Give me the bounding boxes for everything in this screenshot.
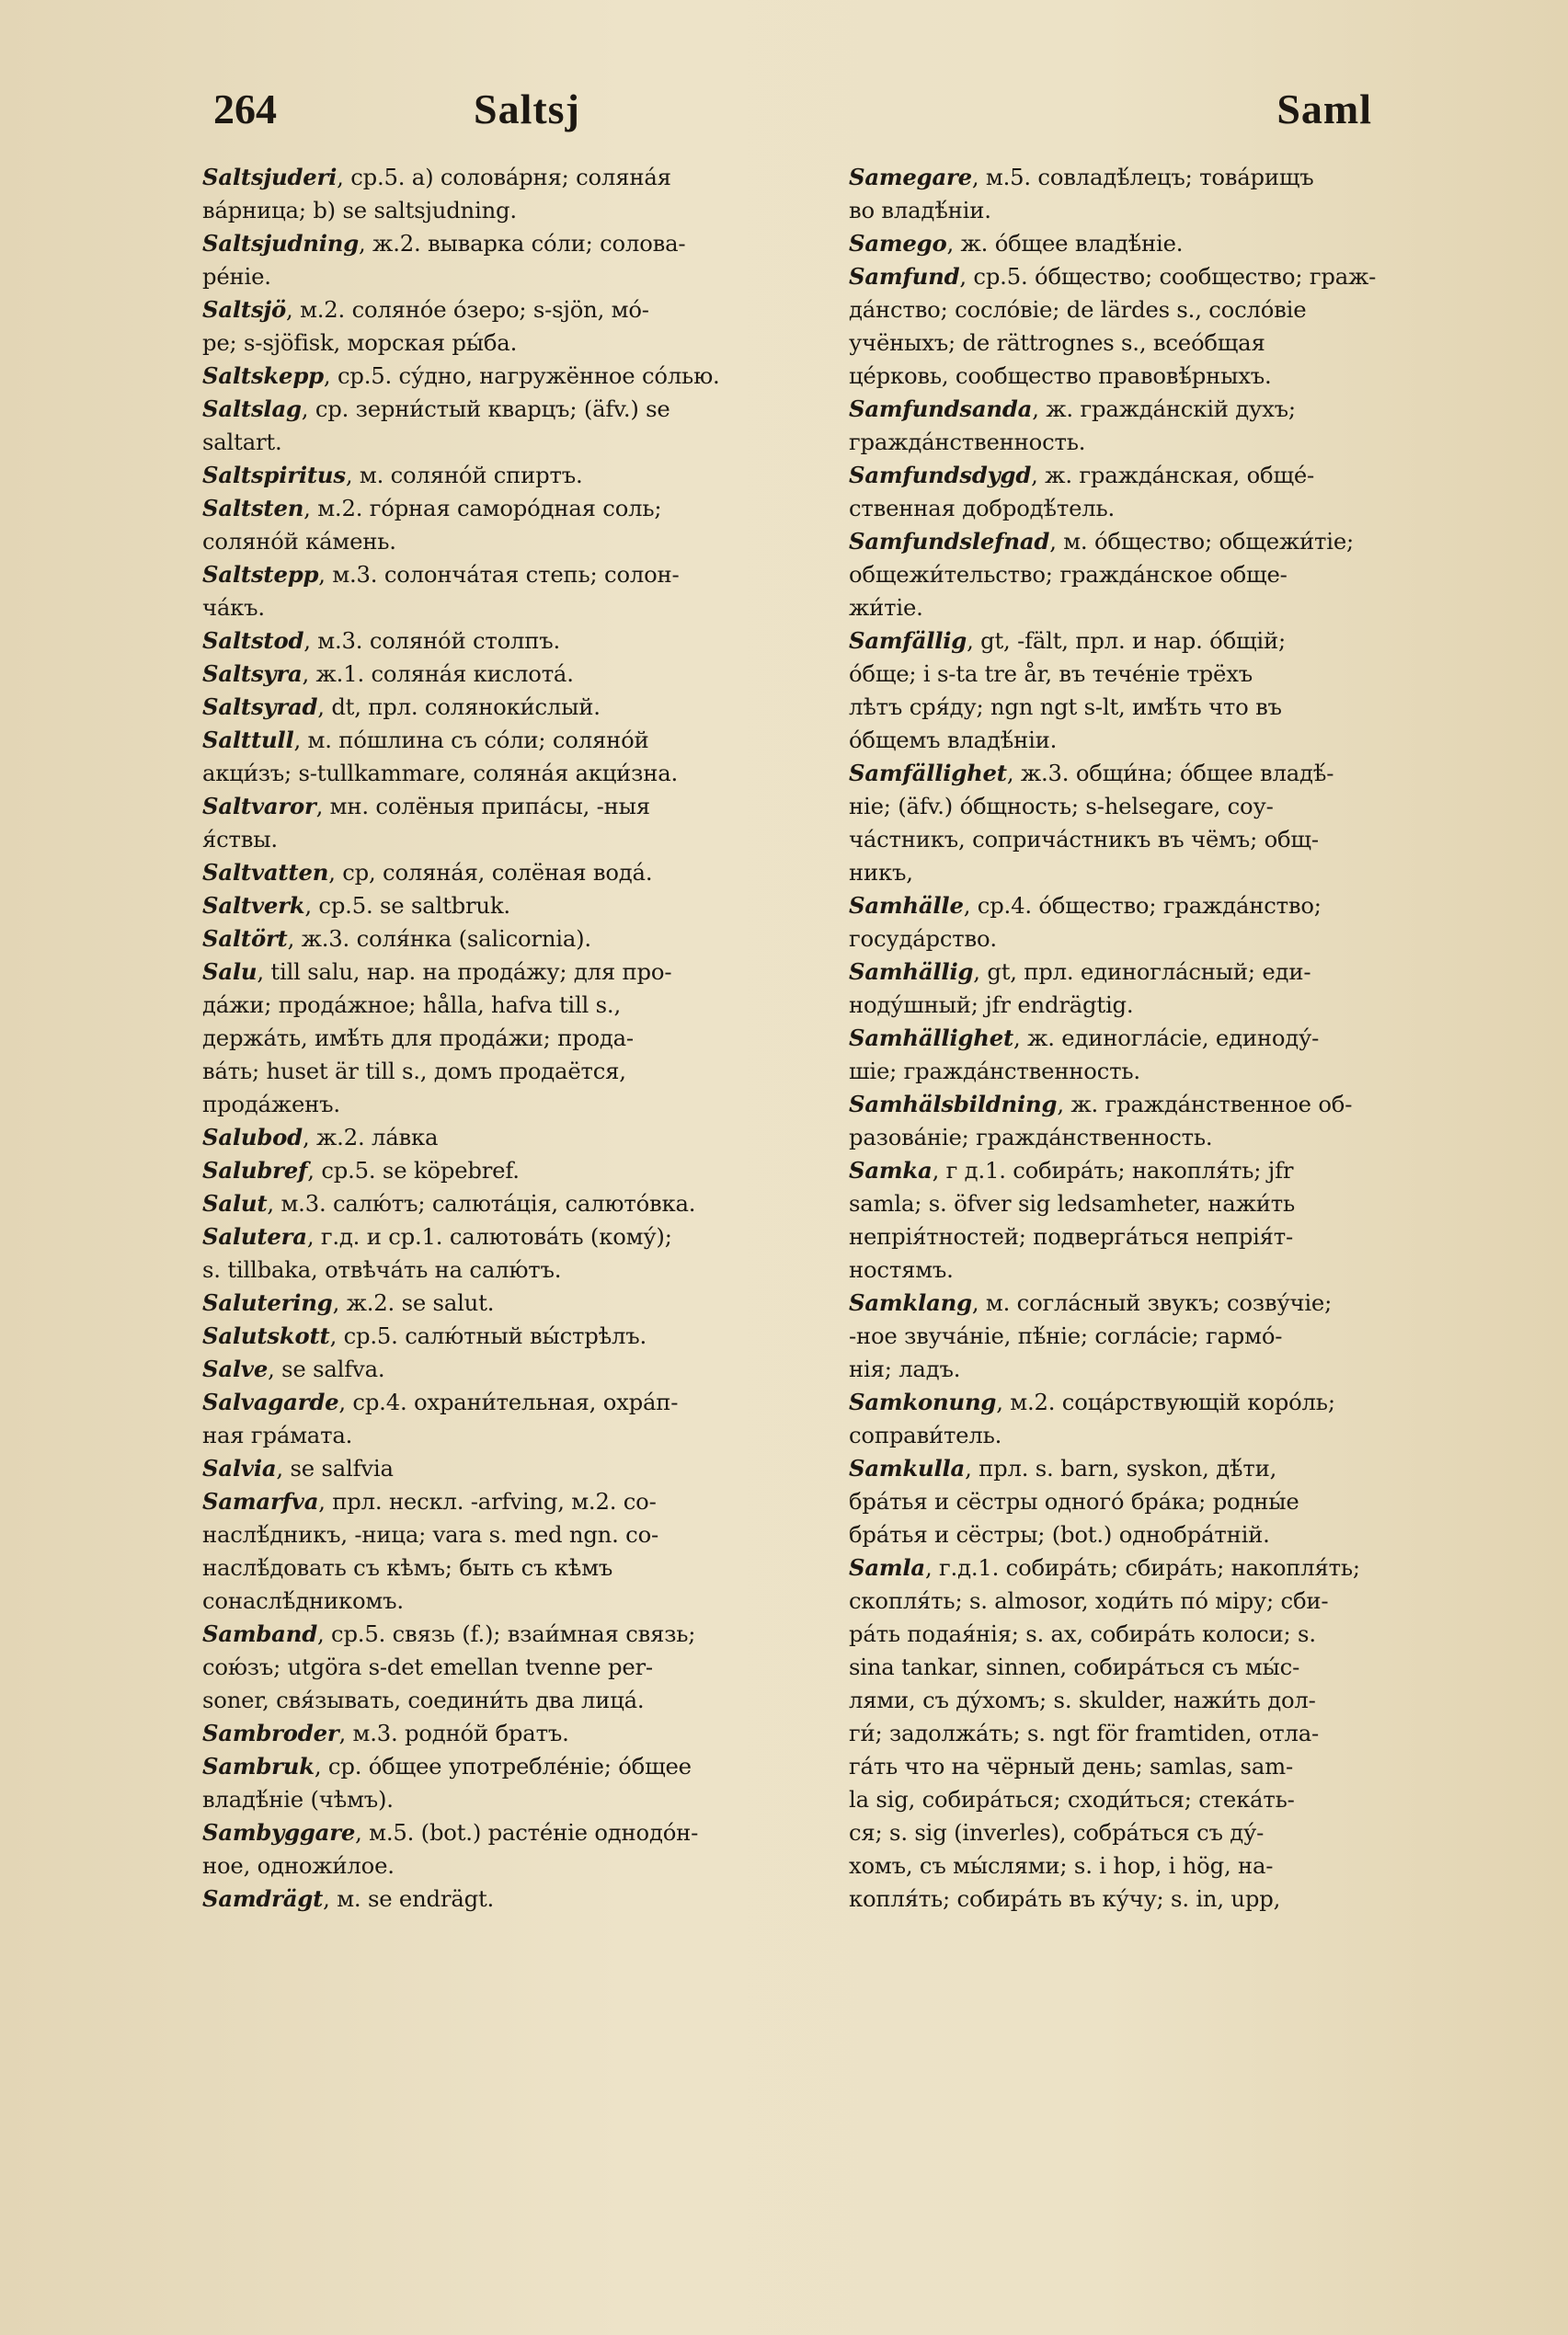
entry-headline: Samfund, ср.5. о́бщество; сообщество; граж-	[849, 263, 1377, 290]
entry-continuation: ніе; (äfv.) о́бщность; s-helsegare, соу-	[849, 793, 1274, 819]
entry-continuation: ственная добродѣ́тель.	[849, 495, 1116, 521]
dictionary-entry	[202, 393, 818, 459]
headword: Salve	[202, 1356, 269, 1382]
entry-headline: Samla, г.д.1. собира́ть; сбира́ть; накопля́ть;	[849, 1554, 1360, 1581]
dictionary-entry	[202, 1187, 818, 1220]
headword: Saltsjö	[202, 296, 287, 323]
dictionary-entry	[202, 691, 818, 724]
entry-continuation: saltart.	[202, 429, 282, 455]
headword: Saltsjudning	[202, 230, 360, 257]
dictionary-entry	[849, 161, 1465, 227]
dictionary-entry	[849, 757, 1465, 889]
entry-headline: Saltskepp, ср.5. су́дно, нагружённое со́лью.	[202, 362, 720, 389]
headword: Salvia	[202, 1455, 277, 1482]
entry-headline: Samfundslefnad, м. о́бщество; общежи́тіе;	[849, 528, 1355, 555]
dictionary-entry	[849, 1287, 1465, 1386]
dictionary-entry	[202, 293, 818, 360]
entry-continuation: ги́; задолжа́ть; s. ngt för framtiden, отла-	[849, 1720, 1320, 1746]
page-header	[213, 85, 1372, 140]
entry-continuation: нoду́шный; jfr endrägtig.	[849, 991, 1134, 1018]
entry-headline: Sambruk, ср. о́бщее употребле́ніе; о́бщее	[202, 1753, 692, 1780]
entry-headline: Saltsten, м.2. го́рная самоpо́дная соль;	[202, 495, 662, 521]
dictionary-entry	[202, 161, 818, 227]
headword: Salttull	[202, 727, 294, 753]
entry-continuation: бра́тья и сёстры одного́ бра́ка; родны́е	[849, 1488, 1299, 1515]
headword: Samhällighet	[849, 1024, 1014, 1051]
headword: Saltört	[202, 925, 288, 952]
entry-continuation: -ное звуча́ніе, пѣ́ніе; согла́сіе; гармо́-	[849, 1322, 1283, 1349]
entry-continuation: наслѣ́дникъ, -ница; vara s. med ngn. со-	[202, 1521, 659, 1548]
headword: Samfällig	[849, 627, 967, 654]
entry-continuation: никъ,	[849, 859, 913, 886]
entry-continuation: да́нство; сосло́віе; de lärdes s., сосло́віе	[849, 296, 1307, 323]
entry-continuation: я́ствы.	[202, 826, 278, 853]
entry-continuation: бра́тья и сёстры; (bot.) однобра́тній.	[849, 1521, 1270, 1548]
dictionary-entry	[849, 624, 1465, 757]
headword: Samhällig	[849, 958, 974, 985]
entry-headline: Saltsyrad, dt, прл. солянoки́слый.	[202, 693, 601, 720]
dictionary-entry	[202, 658, 818, 691]
dictionary-entry	[202, 1485, 818, 1618]
entry-headline: Saltsjuderi, ср.5. а) солова́рня; соляна́я	[202, 164, 671, 190]
dictionary-entry	[202, 922, 818, 956]
entry-continuation: о́бщемъ владѣ́ніи.	[849, 727, 1058, 753]
headword: Samka	[849, 1157, 933, 1184]
headword: Saltvatten	[202, 859, 329, 886]
headword: Saltvaror	[202, 793, 316, 819]
headword: Salutering	[202, 1289, 333, 1316]
headword: Samfällighet	[849, 760, 1007, 786]
dictionary-entry	[202, 1220, 818, 1287]
entry-continuation: soner, свя́зывать, соедини́ть два лица́.	[202, 1687, 645, 1713]
headword: Saltspiritus	[202, 462, 346, 488]
entry-headline: Saltsjö, м.2. соляно́е о́зеро; s-sjön, мо́-	[202, 296, 649, 323]
headword: Samklang	[849, 1289, 972, 1316]
entry-continuation: непрія́тностей; подверга́ться непрія́т-	[849, 1223, 1294, 1250]
dictionary-entry	[202, 1154, 818, 1187]
entry-continuation: ностямъ.	[849, 1256, 954, 1283]
entry-headline: Saltsyra, ж.1. соляна́я кислота́.	[202, 660, 574, 687]
entry-continuation: общежи́тельство; гражда́нское обще-	[849, 561, 1288, 588]
headword: Saltskepp	[202, 362, 324, 389]
headword: Samfundsanda	[849, 395, 1033, 422]
dictionary-entry	[202, 227, 818, 293]
entry-continuation: акци́зъ; s-tullkammare, соляна́я акци́зна.	[202, 760, 679, 786]
entry-headline: Saltsjudning, ж.2. выварка со́ли; солова-	[202, 230, 686, 257]
page-number: 264	[213, 86, 277, 132]
headword: Samfundslefnad	[849, 528, 1050, 555]
entry-headline: Sambyggare, м.5. (bot.) расте́ніе однодо́н-	[202, 1819, 699, 1846]
dictionary-entry	[202, 889, 818, 922]
headword: Samband	[202, 1620, 317, 1647]
dictionary-entry	[849, 1154, 1465, 1287]
entry-continuation: гражда́нственность.	[849, 429, 1086, 455]
entry-headline: Samfundsdygd, ж. гражда́нская, обще́-	[849, 462, 1315, 488]
headword: Saltsten	[202, 495, 304, 521]
headword: Salutera	[202, 1223, 307, 1250]
entry-continuation: нія; ладъ.	[849, 1356, 961, 1382]
headword: Samdrägt	[202, 1885, 324, 1912]
dictionary-entry	[202, 459, 818, 492]
headword: Samegare	[849, 164, 972, 190]
headword: Samhälsbildning	[849, 1091, 1058, 1117]
entry-headline: Samegare, м.5. совладѣ́лецъ; това́рищъ	[849, 164, 1314, 190]
dictionary-entry	[202, 492, 818, 558]
dictionary-entry	[202, 856, 818, 889]
entry-continuation: ра́ть подая́нія; s. ax, собира́ть колоси; s.	[849, 1620, 1316, 1647]
running-head-right: Saml	[1276, 86, 1372, 132]
entry-continuation: s. tillbaka, отвѣча́ть на салю́тъ.	[202, 1256, 562, 1283]
entry-continuation: соляно́й ка́мень.	[202, 528, 396, 555]
headword: Samfundsdygd	[849, 462, 1032, 488]
entry-continuation: копля́ть; собира́ть въ ку́чу; s. in, upp,	[849, 1885, 1281, 1912]
dictionary-entry	[849, 889, 1465, 956]
dictionary-entry	[202, 1717, 818, 1750]
dictionary-entry	[849, 459, 1465, 525]
entry-headline: Samhällig, gt, прл. единогла́сный; еди-	[849, 958, 1311, 985]
headword: Sambyggare	[202, 1819, 356, 1846]
dictionary-entry	[849, 525, 1465, 624]
entry-headline: Samdrägt, м. se endrägt.	[202, 1885, 495, 1912]
headword: Saltverk	[202, 892, 305, 919]
dictionary-entry	[849, 956, 1465, 1022]
entry-continuation: госуда́рство.	[849, 925, 997, 952]
entry-headline: Saltverk, ср.5. se saltbruk.	[202, 892, 510, 919]
dictionary-entry	[202, 360, 818, 393]
entry-continuation: га́ть что на чёрный день; samlas, sam-	[849, 1753, 1293, 1780]
headword: Saltsyra	[202, 660, 303, 687]
headword: Salubod	[202, 1124, 303, 1150]
entry-continuation: ре; s-sjöfisk, морская ры́ба.	[202, 329, 518, 356]
headword: Sambroder	[202, 1720, 339, 1746]
dictionary-entry	[202, 956, 818, 1121]
dictionary-entry	[202, 558, 818, 624]
headword: Saltstepp	[202, 561, 319, 588]
entry-headline: Salutera, г.д. и ср.1. салютова́ть (кому́);	[202, 1223, 672, 1250]
dictionary-entry	[202, 1353, 818, 1386]
dictionary-entry	[202, 1287, 818, 1320]
entry-headline: Salutskott, ср.5. салю́тный вы́стрѣлъ.	[202, 1322, 647, 1349]
entry-continuation: учёныхъ; de rättrognes s., всео́бщая	[849, 329, 1265, 356]
entry-continuation: ва́ть; huset är till s., домъ продаётся,	[202, 1058, 626, 1084]
headword: Samla	[849, 1554, 925, 1581]
dictionary-entry	[202, 1386, 818, 1452]
entry-headline: Samego, ж. о́бщее владѣ́ніе.	[849, 230, 1184, 257]
dictionary-entry	[202, 1816, 818, 1883]
entry-continuation: ная гра́мата.	[202, 1422, 353, 1448]
entry-continuation: наслѣ́довать съ кѣмъ; быть съ кѣмъ	[202, 1554, 613, 1581]
dictionary-entry	[202, 1320, 818, 1353]
headword: Sambruk	[202, 1753, 315, 1780]
dictionary-entry	[849, 1022, 1465, 1088]
headword: Saltsjuderi	[202, 164, 338, 190]
right-column	[849, 161, 1465, 1916]
entry-headline: Samkulla, прл. s. barn, syskon, дѣ́ти,	[849, 1455, 1277, 1482]
entry-headline: Samfällig, gt, -fält, прл. и нар. о́бщій;	[849, 627, 1286, 654]
dictionary-entry	[849, 1386, 1465, 1452]
entry-continuation: ча́стникъ, соприча́стникъ въ чёмъ; общ-	[849, 826, 1319, 853]
entry-headline: Saltspiritus, м. соляно́й спиртъ.	[202, 462, 583, 488]
entry-headline: Saltstepp, м.3. солонча́тая степь; солон-	[202, 561, 680, 588]
entry-headline: Sambroder, м.3. родно́й братъ.	[202, 1720, 569, 1746]
dictionary-entry	[202, 624, 818, 658]
headword: Salvagarde	[202, 1389, 339, 1415]
entry-headline: Salubod, ж.2. ла́вка	[202, 1124, 439, 1150]
entry-headline: Salutering, ж.2. se salut.	[202, 1289, 495, 1316]
entry-headline: Salut, м.3. салю́тъ; салюта́ція, салюто́вка.	[202, 1190, 696, 1217]
entry-headline: Samband, ср.5. связь (f.); взаи́мная связь;	[202, 1620, 696, 1647]
entry-headline: Samfundsanda, ж. гражда́нскій духъ;	[849, 395, 1296, 422]
headword: Samhälle	[849, 892, 964, 919]
left-column	[202, 161, 818, 1916]
entry-continuation: хомъ, съ мы́слями; s. i hop, i hög, на-	[849, 1852, 1274, 1879]
entry-continuation: соправи́тель.	[849, 1422, 1002, 1448]
entry-headline: Salve, se salfva.	[202, 1356, 385, 1382]
entry-continuation: ное, одножи́лое.	[202, 1852, 395, 1879]
entry-continuation: samla; s. öfver sig ledsamheter, нажи́ть	[849, 1190, 1296, 1217]
entry-continuation: во владѣ́ніи.	[849, 197, 991, 223]
entry-headline: Saltvaror, мн. солёныя припа́сы, -ныя	[202, 793, 650, 819]
running-head-left: Saltsj	[474, 86, 580, 132]
entry-headline: Samka, г д.1. собира́ть; накопля́ть; jfr	[849, 1157, 1294, 1184]
entry-headline: Saltvatten, ср, соляна́я, солёная вода́.	[202, 859, 653, 886]
entry-headline: Samfällighet, ж.3. общи́на; о́бщее владѣ́-	[849, 760, 1334, 786]
entry-headline: Saltstod, м.3. соляно́й столпъ.	[202, 627, 561, 654]
headword: Salubref	[202, 1157, 308, 1184]
entry-continuation: la sig, собира́ться; сходи́ться; стека́ть-	[849, 1786, 1295, 1813]
entry-headline: Salvia, se salfvia	[202, 1455, 394, 1482]
dictionary-entry	[849, 260, 1465, 393]
headword: Salut	[202, 1190, 268, 1217]
headword: Saltslag	[202, 395, 302, 422]
entry-continuation: владѣ́ніе (чѣмъ).	[202, 1786, 394, 1813]
entry-headline: Samklang, м. согла́сный звукъ; созву́чіе;	[849, 1289, 1333, 1316]
entry-continuation: sina tankar, sinnen, собира́ться съ мы́с-	[849, 1654, 1300, 1680]
headword: Samkulla	[849, 1455, 966, 1482]
dictionary-entry	[849, 393, 1465, 459]
dictionary-entry	[202, 1883, 818, 1916]
headword: Saltsyrad	[202, 693, 318, 720]
entry-headline: Salubref, ср.5. se köpebref.	[202, 1157, 520, 1184]
entry-headline: Samhällighet, ж. единогла́сіе, единоду́-	[849, 1024, 1320, 1051]
headword: Samego	[849, 230, 947, 257]
entry-continuation: сонаслѣ́дникомъ.	[202, 1587, 404, 1614]
entry-headline: Samhälsbildning, ж. гражда́нственное об-	[849, 1091, 1353, 1117]
entry-continuation: ва́рница; b) se saltsjudning.	[202, 197, 517, 223]
entry-headline: Samkonung, м.2. соца́рствующій коро́ль;	[849, 1389, 1335, 1415]
entry-continuation: жи́тіе.	[849, 594, 923, 621]
entry-continuation: ре́ніе.	[202, 263, 271, 290]
entry-continuation: сою́зъ; utgöra s-det emellan tvenne per-	[202, 1654, 653, 1680]
entry-headline: Samhälle, ср.4. о́бщество; гражда́нство;	[849, 892, 1322, 919]
entry-continuation: лями, съ ду́хомъ; s. skulder, нажи́ть дол-	[849, 1687, 1316, 1713]
entry-headline: Saltört, ж.3. соля́нка (salicornia).	[202, 925, 591, 952]
dictionary-entry	[849, 1088, 1465, 1154]
headword: Samkonung	[849, 1389, 997, 1415]
headword: Samarfva	[202, 1488, 319, 1515]
headword: Salu	[202, 958, 258, 985]
dictionary-entry	[849, 1452, 1465, 1551]
entry-continuation: це́рковь, сообщество правовѣ́рныхъ.	[849, 362, 1272, 389]
entry-continuation: разова́ніе; гражда́нственность.	[849, 1124, 1213, 1150]
dictionary-entry	[202, 790, 818, 856]
entry-continuation: да́жи; прода́жное; hålla, hafva till s.,	[202, 991, 621, 1018]
entry-continuation: лѣтъ сря́ду; ngn ngt s-lt, имѣ́ть что въ	[849, 693, 1282, 720]
entry-continuation: ча́къ.	[202, 594, 265, 621]
entry-headline: Salu, till salu, нар. на прода́жу; для про-	[202, 958, 672, 985]
entry-continuation: о́бще; i s-ta tre år, въ тече́ніе трёхъ	[849, 660, 1253, 687]
headword: Saltstod	[202, 627, 304, 654]
dictionary-entry	[202, 724, 818, 790]
dictionary-entry	[849, 1551, 1465, 1916]
entry-headline: Saltslag, ср. зерни́стый кварцъ; (äfv.) se	[202, 395, 670, 422]
entry-headline: Salvagarde, ср.4. охрани́тельная, охра́п-	[202, 1389, 679, 1415]
headword: Salutskott	[202, 1322, 330, 1349]
entry-continuation: скопля́ть; s. almosor, ходи́ть по́ міру; сби-	[849, 1587, 1329, 1614]
dictionary-entry	[849, 227, 1465, 260]
entry-continuation: прода́женъ.	[202, 1091, 340, 1117]
dictionary-entry	[202, 1750, 818, 1816]
dictionary-entry	[202, 1618, 818, 1717]
headword: Samfund	[849, 263, 960, 290]
entry-headline: Salttull, м. по́шлина съ со́ли; соляно́й	[202, 727, 649, 753]
entry-continuation: ся; s. sig (inverles), собра́ться съ ду́-	[849, 1819, 1265, 1846]
entry-continuation: держа́ть, имѣ́ть для прода́жи; прода-	[202, 1024, 634, 1051]
dictionary-entry	[202, 1121, 818, 1154]
entry-continuation: шіе; гражда́нственность.	[849, 1058, 1140, 1084]
entry-headline: Samarfva, прл. нескл. -arfving, м.2. со-	[202, 1488, 657, 1515]
dictionary-entry	[202, 1452, 818, 1485]
